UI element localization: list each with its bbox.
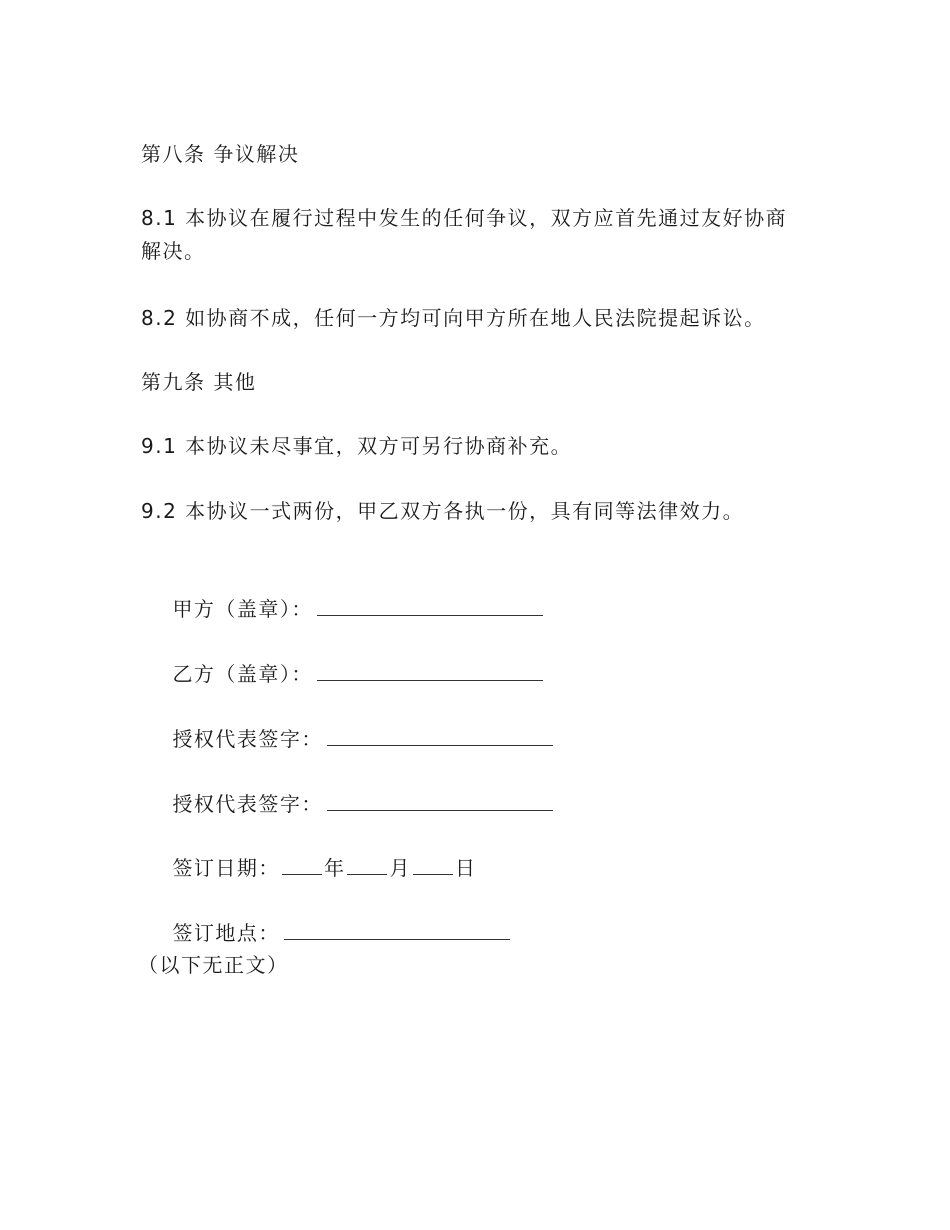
party-b-seal-blank[interactable] <box>317 658 543 681</box>
month-suffix: 月 <box>389 856 411 880</box>
clause-8-1: 8.1 本协议在履行过程中发生的任何争议，双方应首先通过友好协商解决。 <box>141 206 788 263</box>
article-9-heading: 第九条 其他 <box>141 370 257 394</box>
end-of-text-note: （以下无正文） <box>138 953 289 977</box>
rep-signature-label-1: 授权代表签字： <box>172 727 323 751</box>
clause-8-2: 8.2 如协商不成，任何一方均可向甲方所在地人民法院提起诉讼。 <box>141 306 766 330</box>
party-a-seal-label: 甲方（盖章）： <box>172 597 313 621</box>
party-a-seal-blank[interactable] <box>317 593 543 616</box>
year-blank[interactable] <box>282 852 322 875</box>
signing-place-blank[interactable] <box>284 917 510 940</box>
clause-9-2: 9.2 本协议一式两份，甲乙双方各执一份，具有同等法律效力。 <box>141 499 745 523</box>
article-8-heading: 第八条 争议解决 <box>141 142 300 166</box>
day-blank[interactable] <box>413 852 453 875</box>
rep-signature-blank-1[interactable] <box>327 723 553 746</box>
year-suffix: 年 <box>323 856 346 880</box>
rep-signature-blank-2[interactable] <box>327 788 553 811</box>
rep-signature-label-2: 授权代表签字： <box>172 792 323 816</box>
party-b-seal-label: 乙方（盖章）： <box>172 662 313 686</box>
signing-date-label: 签订日期： <box>172 856 280 880</box>
month-blank[interactable] <box>347 852 387 875</box>
day-suffix: 日 <box>454 856 477 880</box>
signing-place-label: 签订地点： <box>172 921 280 945</box>
clause-9-1: 9.1 本协议未尽事宜，双方可另行协商补充。 <box>141 434 573 458</box>
